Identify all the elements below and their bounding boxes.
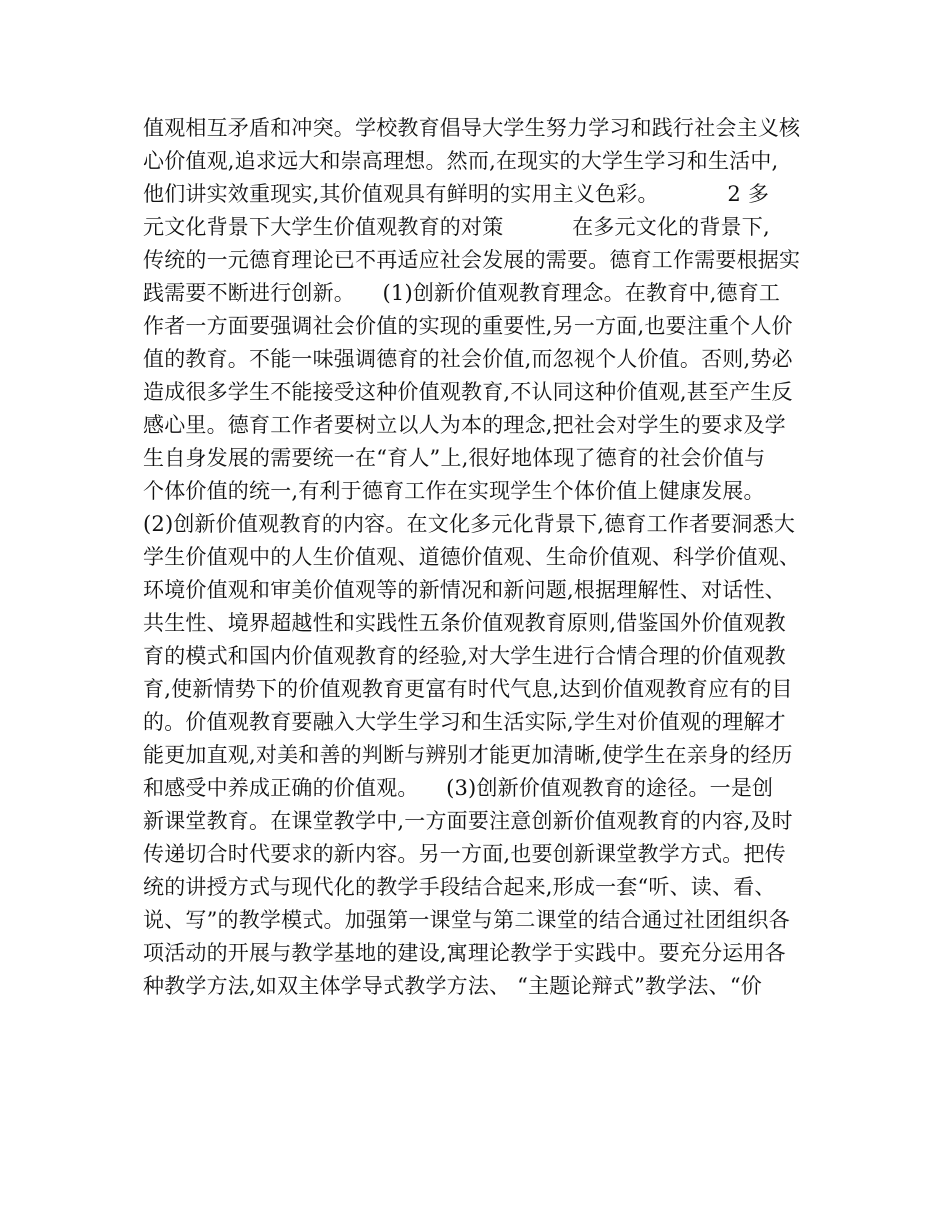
text-line: 共生性、境界超越性和实践性五条价值观教育原则,借鉴国外价值观教	[143, 611, 786, 635]
text-line: 统的讲授方式与现代化的教学手段结合起来,形成一套“听、读、看、	[143, 875, 776, 899]
text-line: 作者一方面要强调社会价值的实现的重要性,另一方面,也要注重个人价	[143, 314, 793, 338]
text-line: 生自身发展的需要统一在“育人”上,很好地体现了德育的社会价值与	[143, 446, 766, 470]
text-line: 说、写”的教学模式。加强第一课堂与第二课堂的结合通过社团组织各	[143, 908, 790, 932]
text-line: 新课堂教育。在课堂教学中,一方面要注意创新价值观教育的内容,及时	[143, 809, 793, 833]
text-line: 践需要不断进行创新。 (1)创新价值观教育理念。在教育中,德育工	[143, 281, 781, 305]
text-line: 能更加直观,对美和善的判断与辨别才能更加清晰,使学生在亲身的经历	[143, 743, 793, 767]
text-line: 他们讲实效重现实,其价值观具有鲜明的实用主义色彩。 2 多	[143, 182, 770, 206]
text-line: 环境价值观和审美价值观等的新情况和新问题,根据理解性、对话性、	[143, 578, 786, 602]
text-line: 传统的一元德育理论已不再适应社会发展的需要。德育工作需要根据实	[143, 248, 801, 272]
text-line: 项活动的开展与教学基地的建设,寓理论教学于实践中。要充分运用各	[143, 941, 786, 965]
text-line: 值观相互矛盾和冲突。学校教育倡导大学生努力学习和践行社会主义核	[143, 116, 801, 140]
text-line: 感心里。德育工作者要树立以人为本的理念,把社会对学生的要求及学	[143, 413, 786, 437]
text-line: 育,使新情势下的价值观教育更富有时代气息,达到价值观教育应有的目	[143, 677, 793, 701]
text-line: 育的模式和国内价值观教育的经验,对大学生进行合情合理的价值观教	[143, 644, 786, 668]
text-line: (2)创新价值观教育的内容。在文化多元化背景下,德育工作者要洞悉大	[143, 512, 796, 536]
text-line: 传递切合时代要求的新内容。另一方面,也要创新课堂教学方式。把传	[143, 842, 786, 866]
body-text	[143, 112, 813, 1003]
text-line: 元文化背景下大学生价值观教育的对策 在多元文化的背景下,	[143, 215, 770, 239]
text-line: 的。价值观教育要融入大学生学习和生活实际,学生对价值观的理解才	[143, 710, 786, 734]
text-line: 和感受中养成正确的价值观。 (3)创新价值观教育的途径。一是创	[143, 776, 774, 800]
text-line: 值的教育。不能一味强调德育的社会价值,而忽视个人价值。否则,势必	[143, 347, 793, 371]
text-line: 种教学方法,如双主体学导式教学方法、 “主题论辩式”教学法、“价	[143, 974, 762, 998]
text-line: 个体价值的统一,有利于德育工作在实现学生个体价值上健康发展。	[143, 479, 765, 503]
text-line: 学生价值观中的人生价值观、道德价值观、生命价值观、科学价值观、	[143, 545, 801, 569]
text-line: 心价值观,追求远大和崇高理想。然而,在现实的大学生学习和生活中,	[143, 149, 779, 173]
text-line: 造成很多学生不能接受这种价值观教育,不认同这种价值观,甚至产生反	[143, 380, 793, 404]
